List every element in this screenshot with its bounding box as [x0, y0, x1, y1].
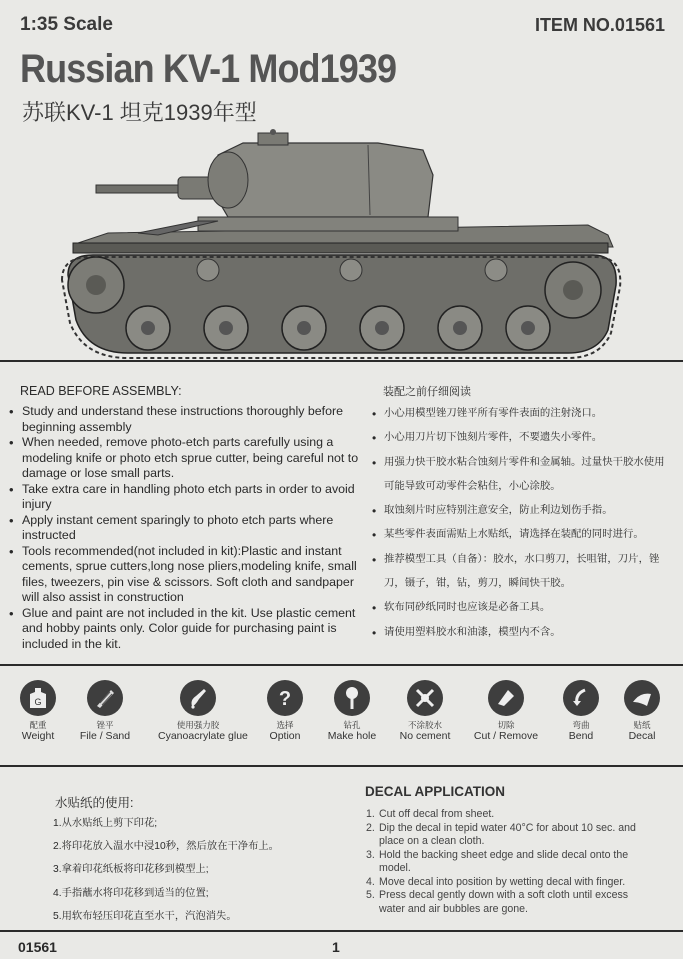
step-text: Cut off decal from sheet.: [379, 808, 495, 820]
list-item: • 请使用塑料胶水和油漆，模型内不含。: [370, 621, 670, 645]
legend-cut-remove: [466, 680, 546, 742]
list-item: • When needed, remove photo-etch parts carefully using a modeling knife or photo etch sprue cutter, being careful not to damage or lose small parts.: [6, 435, 362, 482]
list-item: • Glue and paint are not included in the kit. Use plastic cement and hobby paints only. Color guide for purchasing paint is included in the kit.: [6, 606, 362, 653]
step-number: 1.: [366, 808, 375, 820]
legend-label-en: Cyanoacrylate glue: [158, 730, 248, 742]
legend-label-en: Option: [269, 730, 301, 742]
legend-label-cn: 钻孔: [343, 720, 361, 730]
drill-icon: [334, 680, 370, 716]
step-text: Move decal into position by wetting decal with finger.: [379, 875, 626, 888]
water-decal-heading: 水贴纸的使用:: [55, 796, 134, 810]
legend-label-cn: 不涂胶水: [407, 720, 442, 730]
legend-label-cn: 贴纸: [633, 720, 651, 730]
legend-label-en: Make hole: [327, 730, 377, 742]
legend-label-en: Weight: [21, 730, 55, 742]
legend-label-cn: 使用强力胶: [176, 720, 220, 730]
chinese-instructions-list: [370, 402, 670, 645]
divider-footer: [0, 930, 683, 932]
legend-label-cn: 配重: [29, 720, 47, 730]
item-number: ITEM NO.01561: [534, 15, 665, 35]
list-item: • 推荐模型工具（自备）：胶水，水口剪刀，长咀钳，刀片，锉刀，镊子，钳，钻，剪刀，瞬间快干胶。: [370, 548, 670, 597]
legend-glue: [158, 680, 248, 742]
legend-label-cn: 选择: [276, 720, 294, 730]
divider-top: [0, 360, 683, 362]
list-item: [366, 849, 656, 876]
chinese-instructions-heading: 装配之前仔细阅读: [383, 386, 471, 398]
step-number: 3.: [366, 848, 375, 861]
legend-label-en: File / Sand: [79, 730, 131, 742]
glue-icon: [180, 680, 216, 716]
no-cement-icon: [407, 680, 443, 716]
list-item: • Take extra care in handling photo etch parts in order to avoid injury: [6, 482, 362, 513]
page-subtitle-chinese: 苏联KV-1 坦克1939年型: [22, 100, 257, 125]
list-item: • 软布同砂纸同时也应该是必备工具。: [370, 596, 670, 620]
list-item: [366, 876, 656, 890]
legend-label-en: Cut / Remove: [473, 730, 539, 742]
file-sand-icon: [87, 680, 123, 716]
list-item: [366, 889, 656, 916]
list-item: 2.将印花放入温水中浸10秒，然后放在干净布上。: [53, 841, 279, 853]
list-item: [366, 808, 656, 822]
water-decal-steps: [53, 812, 279, 928]
step-text: Dip the decal in tepid water 40°C for about 10 sec. and place on a clean cloth.: [379, 821, 636, 847]
decal-icon: [624, 680, 660, 716]
legend-file-sand: [65, 680, 145, 742]
page-number: 1: [332, 939, 340, 955]
divider-bottom: [0, 765, 683, 767]
legend-label-en: No cement: [399, 730, 451, 742]
list-item: 5.用软布轻压印花直至水干，汽泡消失。: [53, 910, 237, 922]
list-item: • 小心用模型锉刀锉平所有零件表面的注射浇口。: [370, 402, 670, 426]
list-item: 4.手指蘸水将印花移到适当的位置;: [53, 887, 209, 899]
step-text: Hold the backing sheet edge and slide decal onto the model.: [379, 848, 629, 874]
list-item: • Tools recommended(not included in kit):Plastic and instant cements, sprue cutters,long nose pliers,modeling knife, small files, tweezers, pin vise & scissors. Soft cloth and sandpaper will also assist in construction: [6, 544, 362, 606]
footer-item-code: 01561: [18, 939, 57, 955]
divider-middle: [0, 664, 683, 666]
list-item: 1.从水贴纸上剪下印花;: [53, 818, 158, 829]
legend-make-hole: [312, 680, 392, 742]
legend-label-en: Decal: [628, 730, 656, 742]
legend-decal: [602, 680, 682, 742]
page-title: Russian KV-1 Mod1939: [20, 47, 397, 91]
cut-icon: [488, 680, 524, 716]
step-text: Press decal gently down with a soft cloth until excess water and air bubbles are gone.: [379, 889, 629, 915]
weight-icon: [20, 680, 56, 716]
legend-label-cn: 锉平: [96, 720, 114, 730]
legend-label-en: Bend: [568, 730, 594, 742]
step-number: 5.: [366, 889, 375, 901]
list-item: • 小心用刀片切下蚀刻片零件，不要遗失小零件。: [370, 426, 670, 450]
list-item: • 用强力快干胶水粘合蚀刻片零件和金属轴。过量快干胶水使用可能导致可动零件会粘住，小心涂胶。: [370, 451, 670, 500]
english-instructions-list: [6, 404, 362, 652]
list-item: • Apply instant cement sparingly to photo etch parts where instructed: [6, 513, 362, 544]
svg-text:G: G: [34, 697, 42, 707]
english-instructions-heading: READ BEFORE ASSEMBLY:: [20, 384, 182, 398]
legend-label-cn: 切除: [497, 720, 515, 730]
tank-illustration: [48, 125, 623, 360]
svg-text:?: ?: [278, 688, 292, 710]
legend-no-cement: [385, 680, 465, 742]
scale-label: 1:35 Scale: [20, 14, 113, 35]
step-number: 2.: [366, 821, 375, 834]
list-item: • Study and understand these instructions thoroughly before beginning assembly: [6, 404, 362, 435]
list-item: [366, 822, 656, 849]
bend-icon: [563, 680, 599, 716]
decal-application-steps: [366, 808, 656, 916]
legend-label-cn: 弯曲: [572, 720, 590, 730]
list-item: 3.拿着印花纸板将印花移到模型上;: [53, 864, 209, 876]
list-item: • 某些零件表面需贴上水贴纸，请选择在装配的同时进行。: [370, 523, 670, 547]
question-icon: [267, 680, 303, 716]
list-item: • 取蚀刻片时应特别注意安全，防止利边划伤手指。: [370, 499, 670, 523]
decal-application-heading: DECAL APPLICATION: [365, 784, 506, 799]
step-number: 4.: [366, 875, 375, 888]
